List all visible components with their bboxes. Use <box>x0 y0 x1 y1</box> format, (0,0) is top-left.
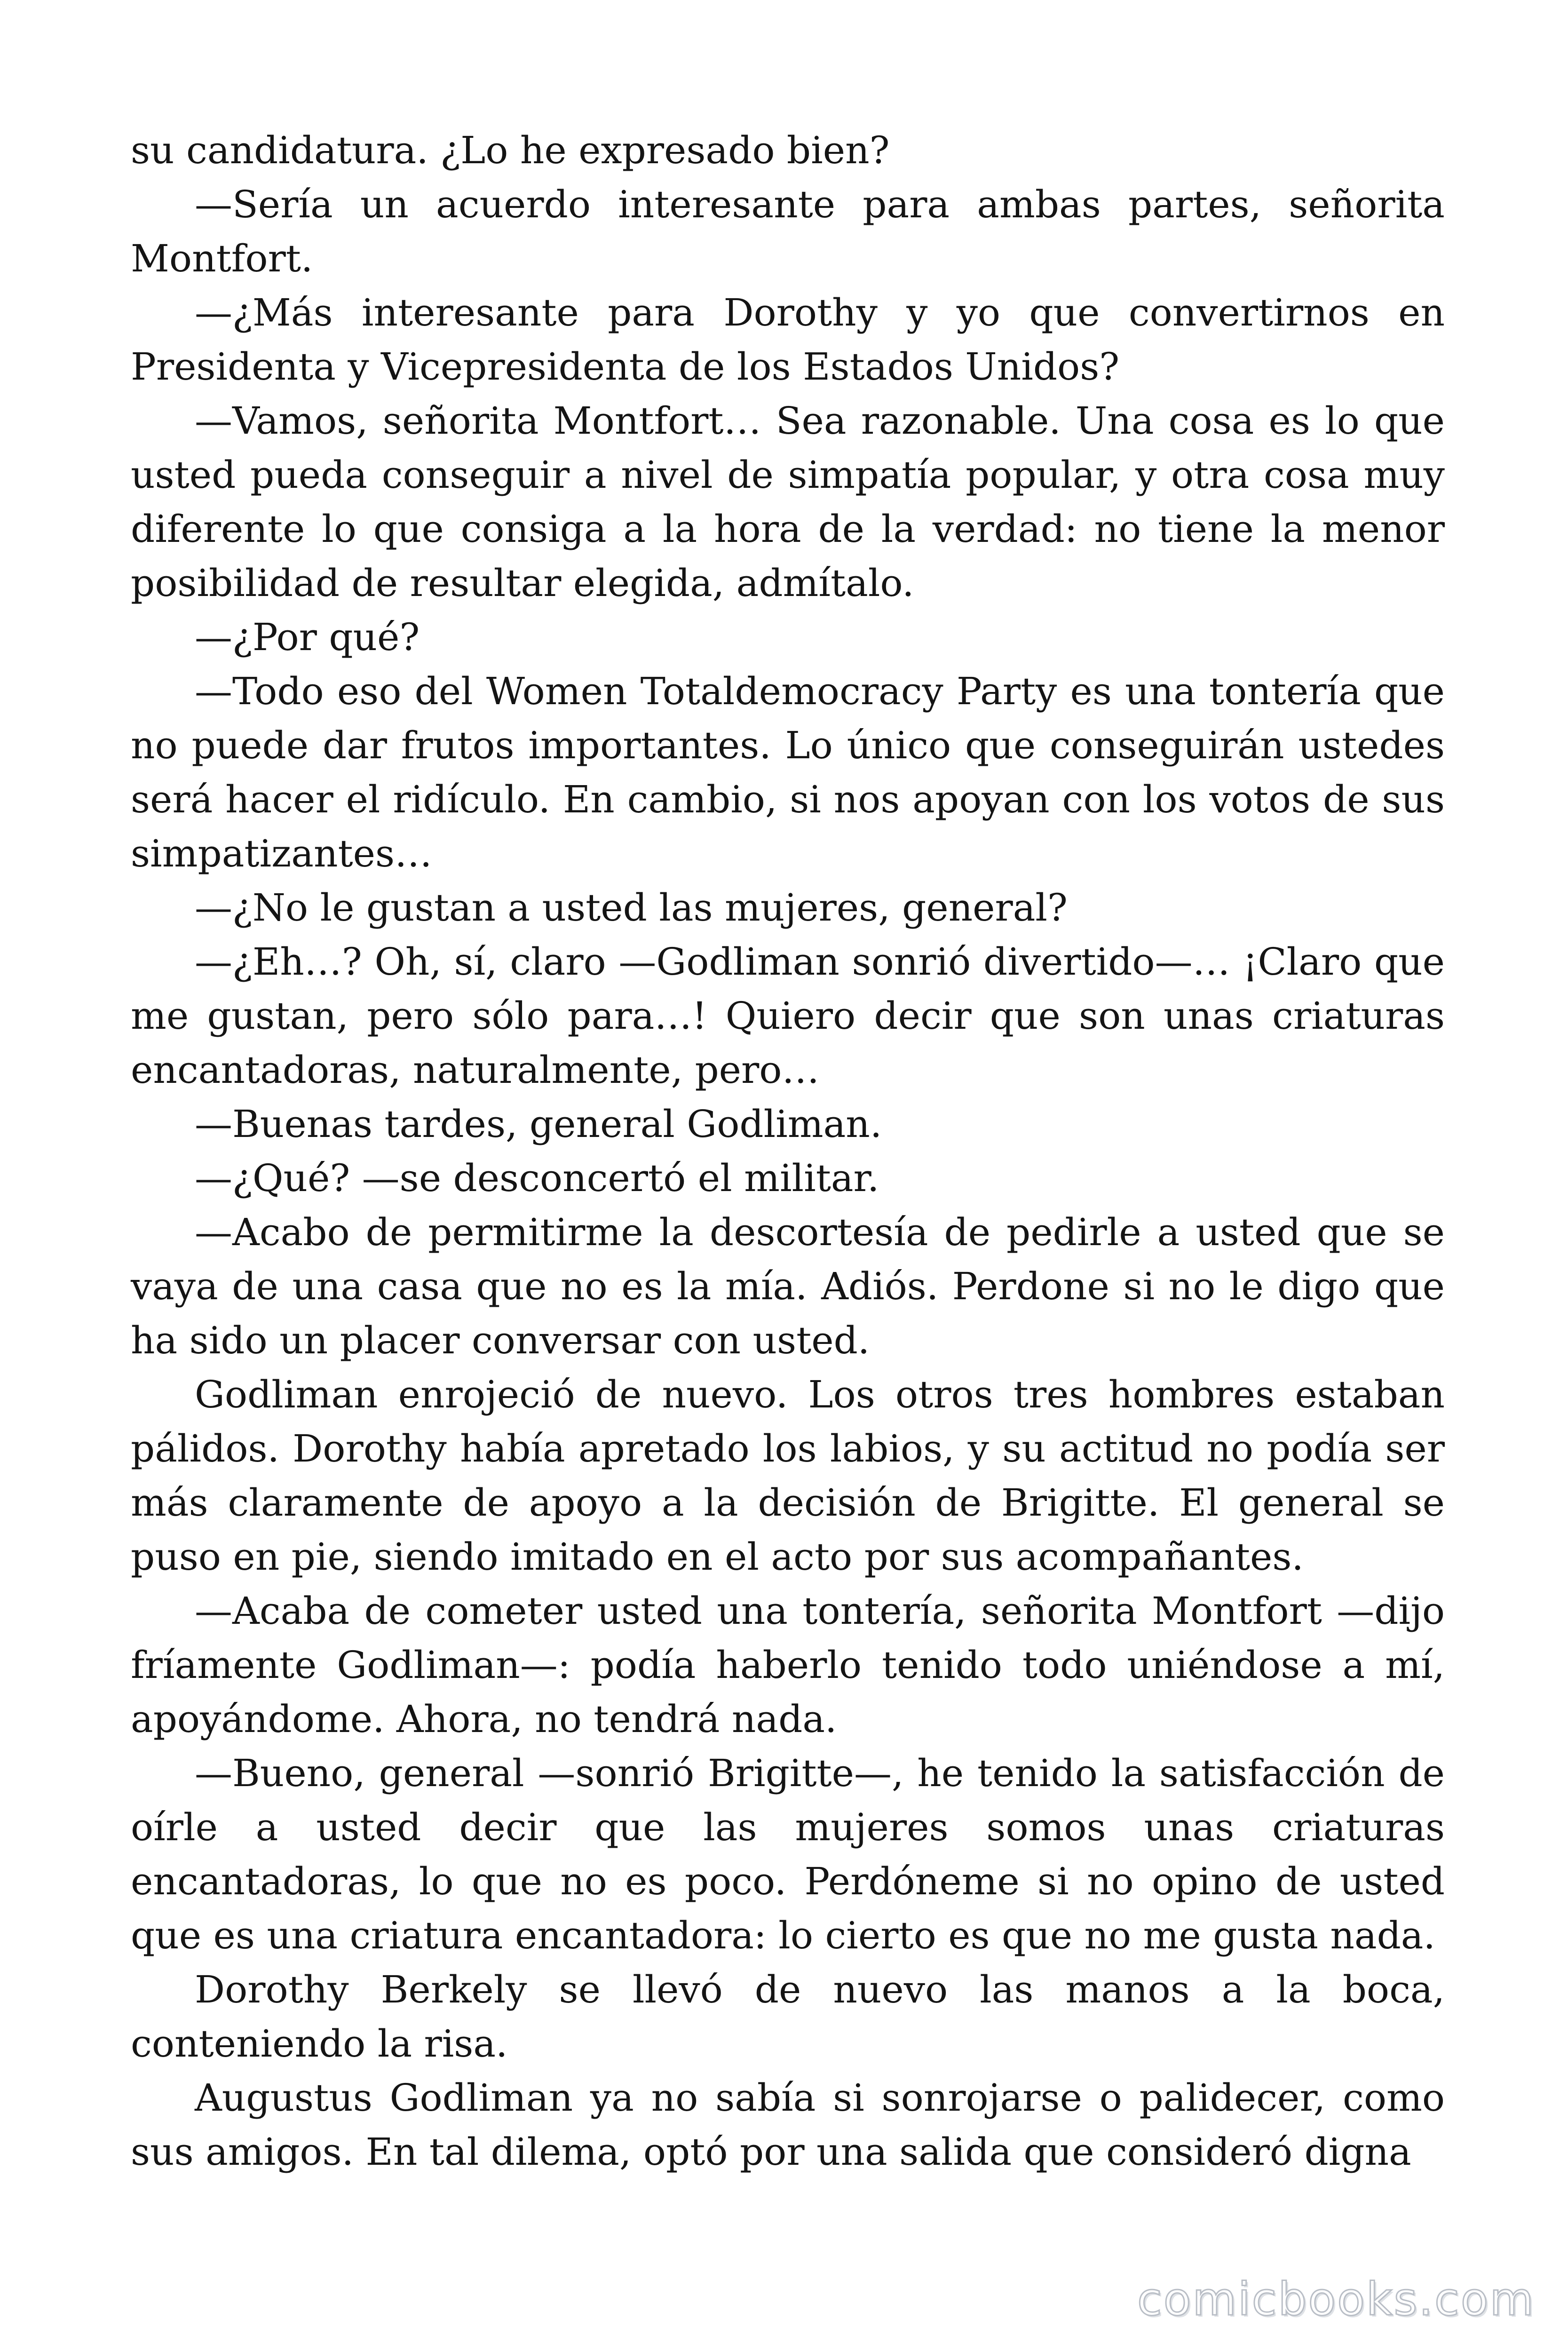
paragraph: —Bueno, general —sonrió Brigitte—, he tenido la satisfacción de oírle a usted decir que las mujeres somos unas criaturas encantadoras, lo que no es poco. Perdóneme si no opino de usted que es una criatura encantadora: lo cierto es que no me gusta nada. <box>131 1751 1445 1957</box>
paragraph: —¿Por qué? <box>195 615 420 659</box>
paragraph: —Todo eso del Women Totaldemocracy Party es una tontería que no puede dar frutos importantes. Lo único que conseguirán ustedes será hacer el ridículo. En cambio, si nos apoyan con los votos de sus simpatizantes… <box>131 669 1445 875</box>
paragraph: Dorothy Berkely se llevó de nuevo las manos a la boca, conteniendo la risa. <box>131 1968 1445 2066</box>
paragraph: —¿Qué? —se desconcertó el militar. <box>195 1156 879 1200</box>
paragraph: —Acaba de cometer usted una tontería, señorita Montfort —dijo fríamente Godliman—: podía haberlo tenido todo uniéndose a mí, apoyándome. Ahora, no tendrá nada. <box>131 1589 1445 1741</box>
paragraph: —¿No le gustan a usted las mujeres, general? <box>195 886 1068 930</box>
page-body <box>131 123 1445 2179</box>
paragraph: —Vamos, señorita Montfort… Sea razonable. Una cosa es lo que usted pueda conseguir a nivel de simpatía popular, y otra cosa muy diferente lo que consiga a la hora de la verdad: no tiene la menor posibilidad de resultar elegida, admítalo. <box>131 399 1445 605</box>
paragraph: —Buenas tardes, general Godliman. <box>195 1102 882 1146</box>
paragraph: —¿Eh…? Oh, sí, claro —Godliman sonrió divertido—… ¡Claro que me gustan, pero sólo para…! Quiero decir que son unas criaturas encantadoras, naturalmente, pero… <box>131 940 1445 1092</box>
watermark: comicbooks.com <box>1137 2273 1535 2326</box>
paragraph: Augustus Godliman ya no sabía si sonrojarse o palidecer, como sus amigos. En tal dilema, optó por una salida que consideró digna <box>131 2076 1445 2174</box>
paragraph: Godliman enrojeció de nuevo. Los otros tres hombres estaban pálidos. Dorothy había apretado los labios, y su actitud no podía ser más claramente de apoyo a la decisión de Brigitte. El general se puso en pie, siendo imitado en el acto por sus acompañantes. <box>131 1373 1445 1579</box>
paragraph: —¿Más interesante para Dorothy y yo que convertirnos en Presidenta y Vicepresidenta de los Estados Unidos? <box>131 291 1445 389</box>
paragraph: su candidatura. ¿Lo he expresado bien? <box>131 128 890 172</box>
paragraph: —Acabo de permitirme la descortesía de pedirle a usted que se vaya de una casa que no es la mía. Adiós. Perdone si no le digo que ha sido un placer conversar con usted. <box>131 1210 1445 1362</box>
paragraph: —Sería un acuerdo interesante para ambas partes, señorita Montfort. <box>131 183 1445 280</box>
